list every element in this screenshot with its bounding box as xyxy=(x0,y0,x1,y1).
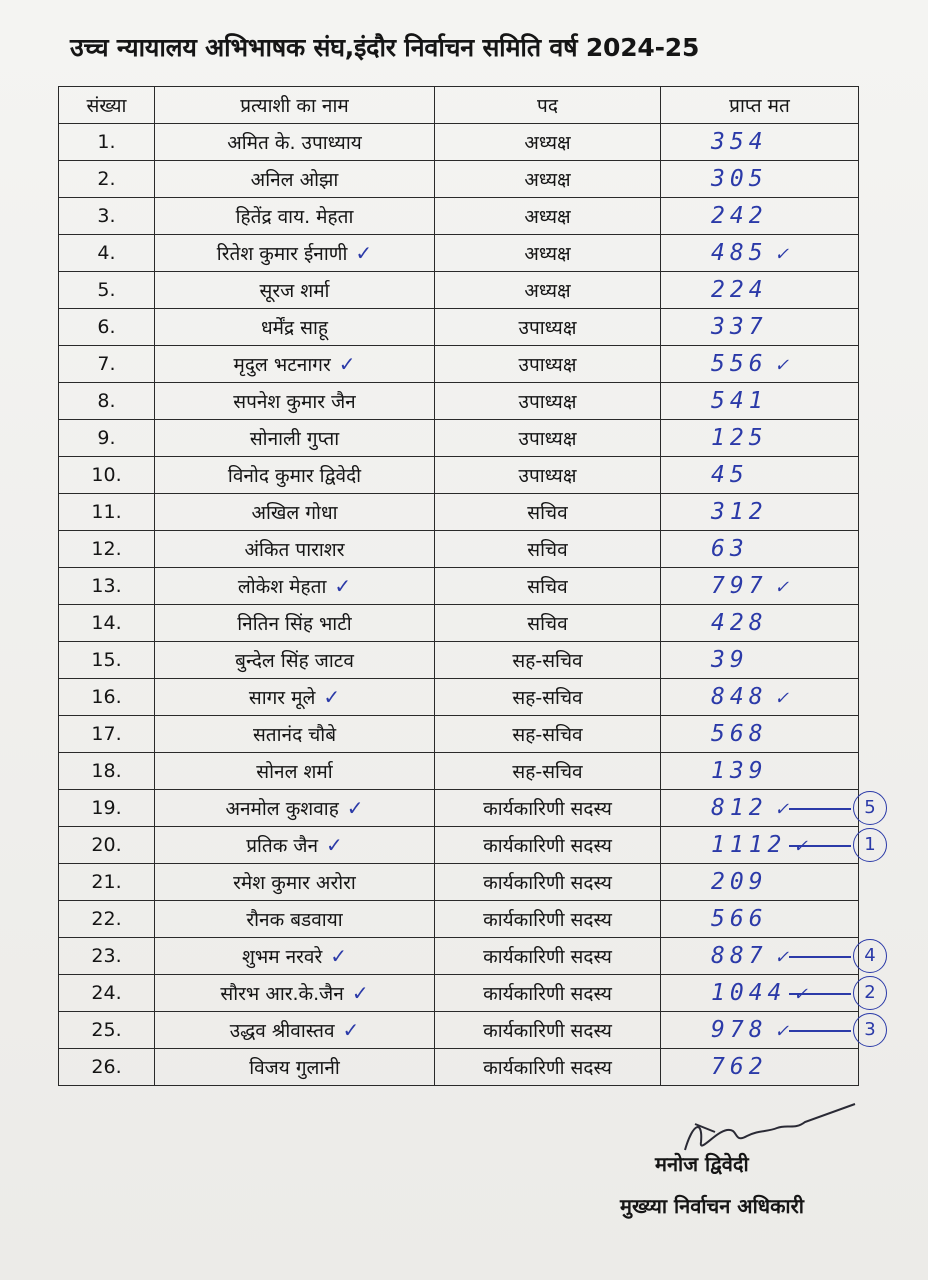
table-row xyxy=(59,864,859,901)
rank-circle: 2 xyxy=(853,976,887,1010)
serial-number-cell: 6. xyxy=(59,309,155,346)
table-row xyxy=(59,272,859,309)
post-cell: सह-सचिव xyxy=(435,679,661,716)
rank-connector-line xyxy=(789,1030,851,1032)
votes-cell: 762 xyxy=(661,1049,859,1086)
candidate-name-cell: अनिल ओझा xyxy=(155,161,435,198)
votes-cell: 887 ✓ xyxy=(661,938,859,975)
header-post: पद xyxy=(435,87,661,124)
candidate-name-cell: रितेश कुमार ईनाणी ✓ xyxy=(155,235,435,272)
candidate-name-cell: उद्धव श्रीवास्तव ✓ xyxy=(155,1012,435,1049)
table-row xyxy=(59,457,859,494)
post-cell: अध्यक्ष xyxy=(435,198,661,235)
post-cell: कार्यकारिणी सदस्य xyxy=(435,827,661,864)
table-row xyxy=(59,198,859,235)
table-row xyxy=(59,827,859,864)
post-cell: उपाध्यक्ष xyxy=(435,383,661,420)
serial-number-cell: 13. xyxy=(59,568,155,605)
candidate-name-cell: सागर मूले ✓ xyxy=(155,679,435,716)
serial-number-cell: 10. xyxy=(59,457,155,494)
votes-cell: 556 ✓ xyxy=(661,346,859,383)
header-serial-number: संख्या xyxy=(59,87,155,124)
table-row xyxy=(59,235,859,272)
candidate-name-cell: सोनल शर्मा xyxy=(155,753,435,790)
candidate-name-cell: प्रतिक जैन ✓ xyxy=(155,827,435,864)
rank-connector-line xyxy=(789,993,851,995)
post-cell: सह-सचिव xyxy=(435,642,661,679)
serial-number-cell: 1. xyxy=(59,124,155,161)
votes-cell: 812 ✓ xyxy=(661,790,859,827)
serial-number-cell: 22. xyxy=(59,901,155,938)
serial-number-cell: 24. xyxy=(59,975,155,1012)
serial-number-cell: 16. xyxy=(59,679,155,716)
serial-number-cell: 2. xyxy=(59,161,155,198)
votes-cell: 978 ✓ xyxy=(661,1012,859,1049)
document-title: उच्च न्यायालय अभिभाषक संघ,इंदौर निर्वाचन समिति वर्ष 2024-25 xyxy=(70,33,700,62)
table-row xyxy=(59,161,859,198)
results-table xyxy=(58,86,859,1086)
votes-cell: 428 xyxy=(661,605,859,642)
votes-cell: 566 xyxy=(661,901,859,938)
votes-cell: 354 xyxy=(661,124,859,161)
candidate-name-cell: सोनाली गुप्ता xyxy=(155,420,435,457)
votes-cell: 125 xyxy=(661,420,859,457)
post-cell: उपाध्यक्ष xyxy=(435,420,661,457)
votes-cell: 568 xyxy=(661,716,859,753)
votes-cell: 305 xyxy=(661,161,859,198)
post-cell: अध्यक्ष xyxy=(435,272,661,309)
votes-cell: 1112 ✓ xyxy=(661,827,859,864)
tick-mark-icon: ✓ xyxy=(775,944,793,968)
candidate-name-cell: अनमोल कुशवाह ✓ xyxy=(155,790,435,827)
rank-connector-line xyxy=(789,956,851,958)
table-row xyxy=(59,309,859,346)
post-cell: सचिव xyxy=(435,605,661,642)
votes-cell: 485 ✓ xyxy=(661,235,859,272)
table-row xyxy=(59,975,859,1012)
post-cell: कार्यकारिणी सदस्य xyxy=(435,1012,661,1049)
serial-number-cell: 8. xyxy=(59,383,155,420)
table-row xyxy=(59,716,859,753)
table-row xyxy=(59,383,859,420)
tick-mark-icon: ✓ xyxy=(355,241,373,265)
table-row xyxy=(59,494,859,531)
votes-cell: 242 xyxy=(661,198,859,235)
tick-mark-icon: ✓ xyxy=(775,1018,793,1042)
tick-mark-icon: ✓ xyxy=(775,241,793,265)
tick-mark-icon: ✓ xyxy=(346,796,364,820)
tick-mark-icon: ✓ xyxy=(342,1018,360,1042)
table-row xyxy=(59,346,859,383)
post-cell: अध्यक्ष xyxy=(435,161,661,198)
post-cell: सचिव xyxy=(435,531,661,568)
rank-circle: 5 xyxy=(853,791,887,825)
table-row xyxy=(59,605,859,642)
serial-number-cell: 25. xyxy=(59,1012,155,1049)
candidate-name-cell: सूरज शर्मा xyxy=(155,272,435,309)
results-table-body xyxy=(59,124,859,1086)
votes-cell: 45 xyxy=(661,457,859,494)
serial-number-cell: 23. xyxy=(59,938,155,975)
table-row xyxy=(59,124,859,161)
signatory-name: मनोज द्विवेदी xyxy=(655,1152,749,1176)
table-row xyxy=(59,1012,859,1049)
candidate-name-cell: अखिल गोधा xyxy=(155,494,435,531)
serial-number-cell: 11. xyxy=(59,494,155,531)
candidate-name-cell: मृदुल भटनागर ✓ xyxy=(155,346,435,383)
post-cell: उपाध्यक्ष xyxy=(435,309,661,346)
candidate-name-cell: रौनक बडवाया xyxy=(155,901,435,938)
candidate-name-cell: लोकेश मेहता ✓ xyxy=(155,568,435,605)
candidate-name-cell: विजय गुलानी xyxy=(155,1049,435,1086)
votes-cell: 63 xyxy=(661,531,859,568)
serial-number-cell: 5. xyxy=(59,272,155,309)
header-votes-received: प्राप्त मत xyxy=(661,87,859,124)
rank-circle: 4 xyxy=(853,939,887,973)
serial-number-cell: 12. xyxy=(59,531,155,568)
tick-mark-icon: ✓ xyxy=(338,352,356,376)
votes-cell: 797 ✓ xyxy=(661,568,859,605)
candidate-name-cell: सपनेश कुमार जैन xyxy=(155,383,435,420)
table-header-row xyxy=(59,87,859,124)
table-row xyxy=(59,642,859,679)
rank-connector-line xyxy=(789,808,851,810)
serial-number-cell: 4. xyxy=(59,235,155,272)
serial-number-cell: 14. xyxy=(59,605,155,642)
rank-circle: 3 xyxy=(853,1013,887,1047)
serial-number-cell: 20. xyxy=(59,827,155,864)
tick-mark-icon: ✓ xyxy=(775,574,793,598)
post-cell: अध्यक्ष xyxy=(435,124,661,161)
votes-cell: 209 xyxy=(661,864,859,901)
tick-mark-icon: ✓ xyxy=(323,685,341,709)
serial-number-cell: 19. xyxy=(59,790,155,827)
header-candidate-name: प्रत्याशी का नाम xyxy=(155,87,435,124)
candidate-name-cell: सतानंद चौबे xyxy=(155,716,435,753)
tick-mark-icon: ✓ xyxy=(775,796,793,820)
table-row xyxy=(59,420,859,457)
candidate-name-cell: नितिन सिंह भाटी xyxy=(155,605,435,642)
post-cell: सचिव xyxy=(435,568,661,605)
post-cell: कार्यकारिणी सदस्य xyxy=(435,938,661,975)
votes-cell: 224 xyxy=(661,272,859,309)
candidate-name-cell: धर्मेंद्र साहू xyxy=(155,309,435,346)
serial-number-cell: 26. xyxy=(59,1049,155,1086)
post-cell: सह-सचिव xyxy=(435,753,661,790)
table-row xyxy=(59,753,859,790)
serial-number-cell: 17. xyxy=(59,716,155,753)
candidate-name-cell: हितेंद्र वाय. मेहता xyxy=(155,198,435,235)
tick-mark-icon: ✓ xyxy=(775,352,793,376)
votes-cell: 541 xyxy=(661,383,859,420)
post-cell: कार्यकारिणी सदस्य xyxy=(435,901,661,938)
post-cell: कार्यकारिणी सदस्य xyxy=(435,975,661,1012)
table-row xyxy=(59,679,859,716)
votes-cell: 312 xyxy=(661,494,859,531)
rank-connector-line xyxy=(789,845,851,847)
votes-cell: 848 ✓ xyxy=(661,679,859,716)
signatory-designation: मुख्य्या निर्वाचन अधिकारी xyxy=(620,1194,804,1218)
post-cell: कार्यकारिणी सदस्य xyxy=(435,1049,661,1086)
table-row xyxy=(59,568,859,605)
tick-mark-icon: ✓ xyxy=(330,944,348,968)
serial-number-cell: 9. xyxy=(59,420,155,457)
post-cell: उपाध्यक्ष xyxy=(435,346,661,383)
votes-cell: 139 xyxy=(661,753,859,790)
candidate-name-cell: सौरभ आर.के.जैन ✓ xyxy=(155,975,435,1012)
serial-number-cell: 15. xyxy=(59,642,155,679)
post-cell: कार्यकारिणी सदस्य xyxy=(435,790,661,827)
candidate-name-cell: रमेश कुमार अरोरा xyxy=(155,864,435,901)
table-row xyxy=(59,1049,859,1086)
tick-mark-icon: ✓ xyxy=(326,833,343,857)
tick-mark-icon: ✓ xyxy=(351,981,369,1005)
rank-circle: 1 xyxy=(853,828,887,862)
post-cell: अध्यक्ष xyxy=(435,235,661,272)
serial-number-cell: 3. xyxy=(59,198,155,235)
tick-mark-icon: ✓ xyxy=(794,981,812,1005)
tick-mark-icon: ✓ xyxy=(794,833,812,857)
post-cell: सह-सचिव xyxy=(435,716,661,753)
table-row xyxy=(59,938,859,975)
candidate-name-cell: विनोद कुमार द्विवेदी xyxy=(155,457,435,494)
serial-number-cell: 21. xyxy=(59,864,155,901)
candidate-name-cell: शुभम नरवरे ✓ xyxy=(155,938,435,975)
candidate-name-cell: बुन्देल सिंह जाटव xyxy=(155,642,435,679)
post-cell: उपाध्यक्ष xyxy=(435,457,661,494)
serial-number-cell: 18. xyxy=(59,753,155,790)
votes-cell: 337 xyxy=(661,309,859,346)
serial-number-cell: 7. xyxy=(59,346,155,383)
tick-mark-icon: ✓ xyxy=(334,574,352,598)
candidate-name-cell: अंकित पाराशर xyxy=(155,531,435,568)
post-cell: कार्यकारिणी सदस्य xyxy=(435,864,661,901)
post-cell: सचिव xyxy=(435,494,661,531)
tick-mark-icon: ✓ xyxy=(775,685,793,709)
table-row xyxy=(59,531,859,568)
table-row xyxy=(59,901,859,938)
table-row xyxy=(59,790,859,827)
candidate-name-cell: अमित के. उपाध्याय xyxy=(155,124,435,161)
votes-cell: 1044 ✓ xyxy=(661,975,859,1012)
votes-cell: 39 xyxy=(661,642,859,679)
